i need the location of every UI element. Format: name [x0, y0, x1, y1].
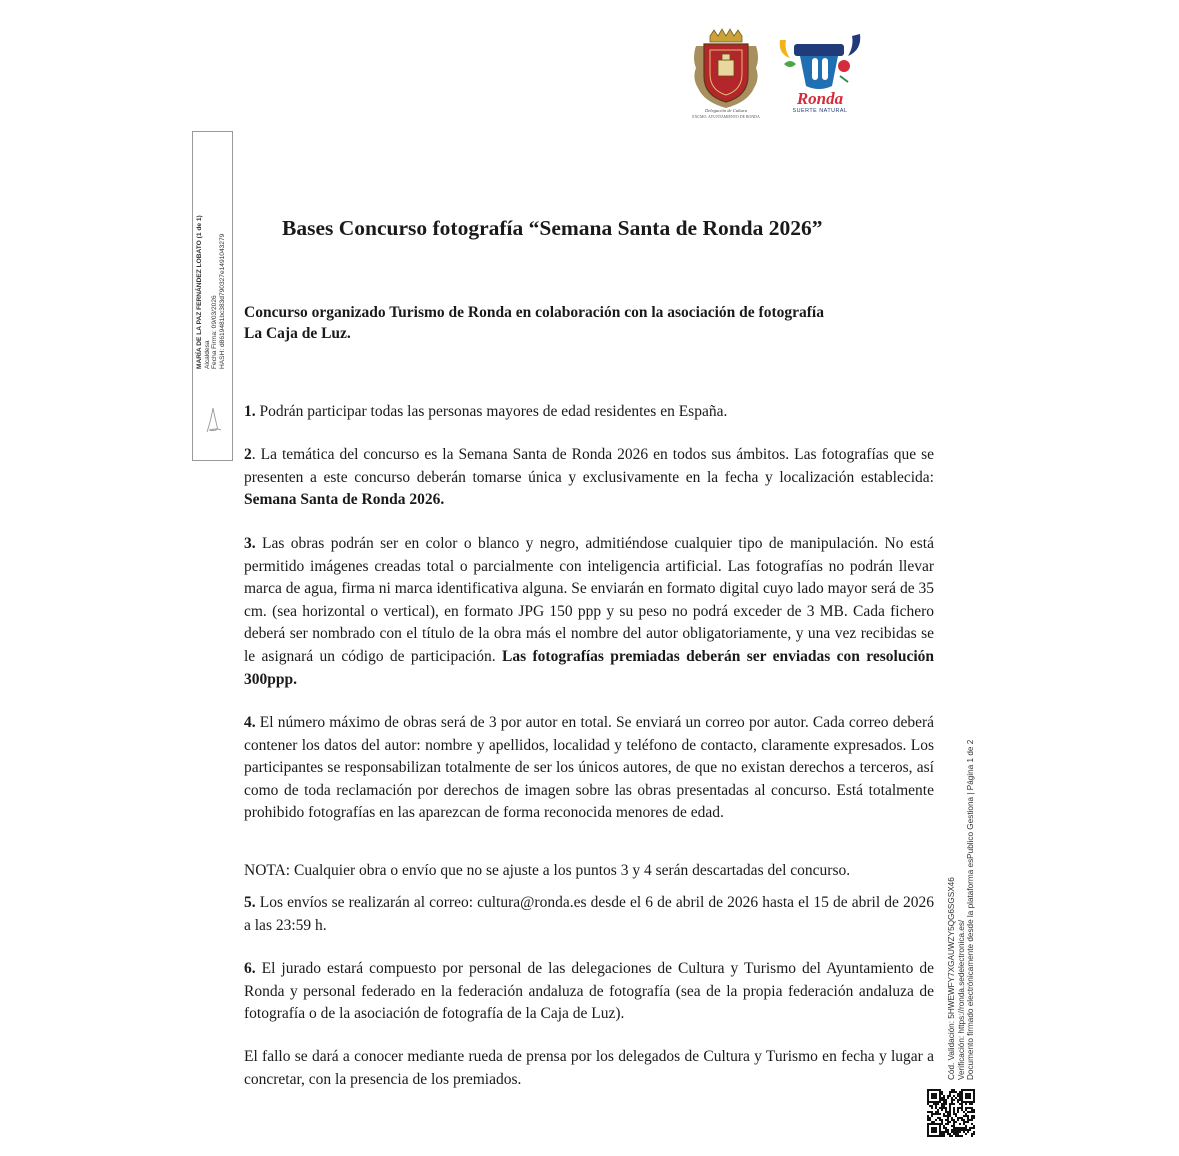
p3-number: 3.	[244, 535, 256, 552]
logo-subcaption: EXCMO. AYUNTAMIENTO DE RONDA	[692, 115, 760, 119]
organizer-line-2: La Caja de Luz.	[244, 325, 351, 342]
bull-icon	[776, 32, 864, 94]
p3-text: Las obras podrán ser en color o blanco y negro, admitiéndose cualquier tipo de manipulación. No está permitido imágenes creadas total o parcialmente con inteligencia artificial. Las fotografías no podrán llevar marca de agua, firma ni marca identificativa alguna. Se enviarán en formato digital cuyo lado mayor será de 35 cm. (sea horizontal o vertical), en formato JPG 150 ppp y su peso no podrá exceder de 3 MB. Cada fichero deberá ser nombrado con el título de la obra más el nombre del autor obligatoriamente, y una vez recibidas se le asignará un código de participación.	[244, 535, 934, 665]
paragraph-6	[244, 958, 934, 1026]
signature-hash: HASH: d8619481bc383d790327e1491043279	[218, 233, 226, 369]
p3-bold: Las fotografías premiadas deberán ser enviadas con resolución 300ppp.	[244, 647, 934, 688]
p2-bold: Semana Santa de Ronda 2026.	[244, 491, 445, 509]
p1-text: Podrán participar todas las personas mayores de edad residentes en España.	[255, 403, 728, 420]
ronda-name: Ronda	[796, 89, 844, 108]
qr-code-icon	[927, 1089, 975, 1137]
paragraph-1	[244, 401, 934, 424]
qr-code	[927, 1089, 975, 1137]
p1-number: 1.	[244, 403, 256, 420]
validation-code: Cód. Validación: 5HWEWFY7XGAUWZY5QG6SGSX46	[947, 877, 956, 1080]
verification-text	[947, 710, 976, 1080]
p6-number: 6.	[244, 960, 256, 977]
p4-number: 4.	[244, 714, 256, 731]
p4-text: El número máximo de obras será de 3 por autor en total. Se enviará un correo por autor. Cada correo deberá contener los datos del autor: nombre y apellidos, localidad y teléfono de contacto, claramente expresados. Los participantes se responsabilizan totalmente de ser los únicos autores, de que no existan derechos a terceros, así como de toda reclamación por derechos de imagen sobre las obras presentadas al concurso. Está totalmente prohibido fotografías en las aparezcan de forma reconocida menores de edad.	[244, 714, 934, 822]
paragraph-4	[244, 712, 934, 825]
p2-text: . La temática del concurso es la Semana Santa de Ronda 2026 en todos sus ámbitos. Las fotografías que se presenten a este concurso deberán tomarse única y exclusivamente en la fecha y localización establecida:	[244, 446, 934, 486]
paragraph-2	[244, 444, 934, 512]
fallo-paragraph: El fallo se dará a conocer mediante rueda de prensa por los delegados de Cultura y Turismo en fecha y lugar a concretar, con la presencia de los premiados.	[244, 1048, 934, 1088]
ronda-tourism-logo	[776, 32, 864, 116]
verification-url[interactable]: Verificación: https://ronda.sedelectronica.es/	[956, 919, 966, 1080]
p2-number: 2	[244, 446, 252, 463]
signature-date: Fecha Firma: 09/03/2026	[211, 295, 219, 369]
ronda-coat-of-arms-logo	[690, 28, 762, 122]
signed-platform-note: Documento firmado electrónicamente desde la plataforma esPublico Gestiona | Página 1 de 2	[966, 739, 976, 1080]
signature-box	[192, 131, 233, 461]
document-title: Bases Concurso fotografía “Semana Santa de Ronda 2026”	[282, 216, 823, 240]
p5-number: 5.	[244, 894, 256, 911]
p5-text: Los envíos se realizarán al correo: cultura@ronda.es desde el 6 de abril de 2026 hasta el 15 de abril de 2026 a las 23:59 h.	[244, 894, 934, 934]
p6-text: El jurado estará compuesto por personal de las delegaciones de Cultura y Turismo del Ayuntamiento de Ronda y personal federado en la federación andaluza de fotografía (sea de la propia federación andaluza de fotografía o de la asociación de fotografía de la Caja de Luz).	[244, 960, 934, 1023]
signer-name: MARÍA DE LA PAZ FERNÁNDEZ LOBATO (1 de 1)	[196, 215, 203, 369]
organizer-line-1: Concurso organizado Turismo de Ronda en colaboración con la asociación de fotografía	[244, 304, 824, 321]
ronda-tagline: SUERTE NATURAL	[792, 108, 848, 114]
organizer-block	[244, 302, 944, 344]
logo-caption: Delegación de Cultura	[704, 108, 748, 113]
paragraph-3	[244, 533, 934, 691]
signer-role: Alcaldesa	[203, 340, 211, 369]
nota-paragraph: NOTA: Cualquier obra o envío que no se ajuste a los puntos 3 y 4 serán descartadas del concurso.	[244, 862, 851, 879]
paragraph-5	[244, 892, 934, 937]
handwritten-signature-icon	[203, 400, 223, 436]
